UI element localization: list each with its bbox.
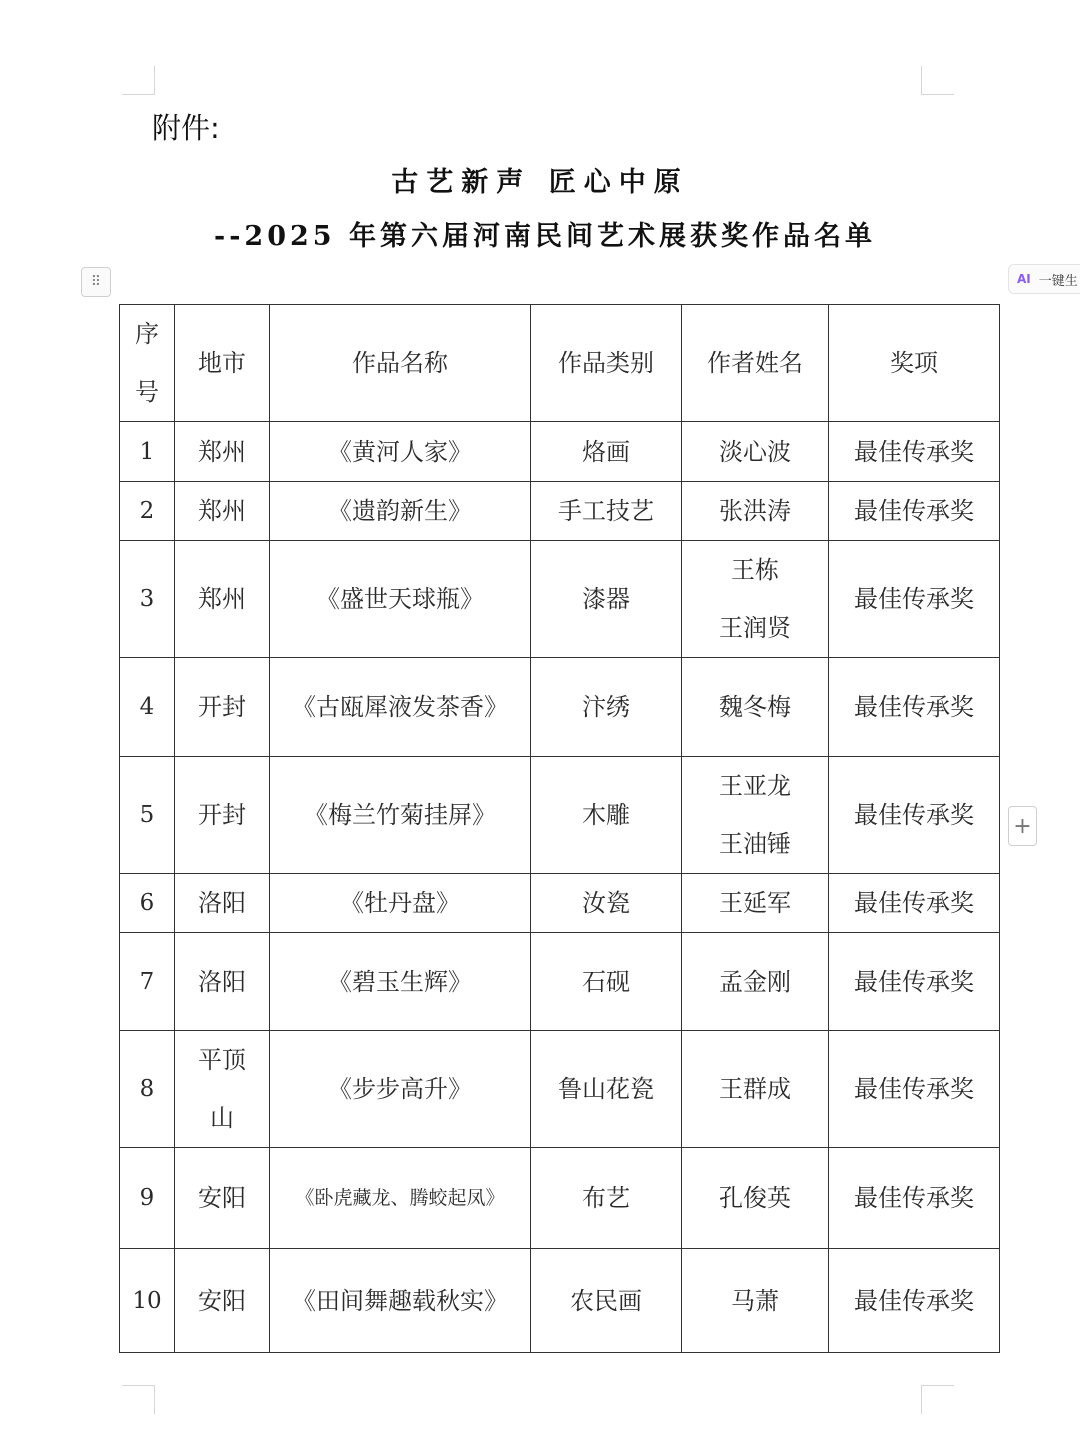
cell-work: 《牡丹盘》 (270, 874, 531, 933)
cell-author-line: 马萧 (731, 1286, 779, 1315)
cell-city (175, 874, 270, 933)
cell-author (682, 541, 829, 658)
cell-award: 最佳传承奖 (829, 658, 1000, 757)
cell-index: 9 (120, 1148, 175, 1249)
table-row (120, 541, 1000, 658)
table-header-row (120, 305, 1000, 422)
cell-author-line: 王油锤 (719, 830, 791, 858)
cell-work: 《盛世天球瓶》 (270, 541, 531, 658)
cell-author (682, 1148, 829, 1249)
cell-author-line: 王延军 (719, 889, 791, 917)
cell-city-line: 安阳 (198, 1184, 246, 1212)
cell-author-line: 魏冬梅 (719, 693, 791, 721)
header-category: 作品类别 (531, 305, 682, 422)
cell-city-line: 开封 (198, 693, 246, 721)
document-subtitle: --2025 年第六届河南民间艺术展获奖作品名单 (214, 221, 876, 252)
cell-city-line: 郑州 (198, 585, 246, 613)
cell-author-line: 张洪涛 (719, 497, 791, 525)
cell-index: 7 (120, 933, 175, 1031)
cell-category: 手工技艺 (531, 482, 682, 541)
cell-award: 最佳传承奖 (829, 874, 1000, 933)
cell-work: 《古瓯犀液发茶香》 (270, 658, 531, 757)
cell-award: 最佳传承奖 (829, 757, 1000, 874)
cell-award: 最佳传承奖 (829, 933, 1000, 1031)
cell-award: 最佳传承奖 (829, 422, 1000, 482)
page-corner-mark (921, 1385, 954, 1414)
cell-city-line: 平顶 (198, 1046, 246, 1074)
ai-assist-button[interactable] (1008, 264, 1080, 294)
table-row (120, 757, 1000, 874)
cell-work: 《步步高升》 (270, 1031, 531, 1148)
page-corner-mark (921, 66, 954, 95)
add-row-plus-icon[interactable]: + (1008, 806, 1037, 846)
cell-index: 2 (120, 482, 175, 541)
cell-city (175, 1148, 270, 1249)
cell-index: 1 (120, 422, 175, 482)
cell-city-line: 开封 (198, 801, 246, 829)
cell-author-line: 孔俊英 (719, 1184, 791, 1212)
cell-work: 《遗韵新生》 (270, 482, 531, 541)
attachment-label: 附件: (152, 111, 220, 145)
table-row (120, 933, 1000, 1031)
cell-city (175, 933, 270, 1031)
header-index-line: 号 (135, 378, 159, 406)
cell-category: 农民画 (531, 1249, 682, 1353)
cell-index: 4 (120, 658, 175, 757)
cell-category: 木雕 (531, 757, 682, 874)
header-award: 奖项 (829, 305, 1000, 422)
cell-work: 《卧虎藏龙、腾蛟起凤》 (270, 1148, 531, 1249)
cell-work: 《碧玉生辉》 (270, 933, 531, 1031)
header-work: 作品名称 (270, 305, 531, 422)
cell-author-line: 王润贤 (719, 614, 791, 642)
cell-award: 最佳传承奖 (829, 1148, 1000, 1249)
cell-city (175, 541, 270, 658)
cell-category: 布艺 (531, 1148, 682, 1249)
cell-city (175, 658, 270, 757)
cell-award: 最佳传承奖 (829, 482, 1000, 541)
ai-icon: AI (1017, 272, 1031, 286)
cell-award: 最佳传承奖 (829, 1249, 1000, 1353)
cell-city (175, 1031, 270, 1148)
cell-author (682, 658, 829, 757)
table-row (120, 482, 1000, 541)
cell-author (682, 482, 829, 541)
cell-award: 最佳传承奖 (829, 1031, 1000, 1148)
cell-category: 汝瓷 (531, 874, 682, 933)
cell-author (682, 874, 829, 933)
cell-city-line: 郑州 (198, 437, 246, 466)
cell-author-line: 淡心波 (719, 437, 791, 466)
cell-work: 《黄河人家》 (270, 422, 531, 482)
cell-index: 5 (120, 757, 175, 874)
page-corner-mark (122, 1385, 155, 1414)
cell-index: 10 (120, 1249, 175, 1353)
cell-author (682, 933, 829, 1031)
cell-author (682, 757, 829, 874)
cell-author-line: 王栋 (731, 556, 779, 584)
table-row (120, 874, 1000, 933)
cell-category: 石砚 (531, 933, 682, 1031)
cell-city-line: 安阳 (198, 1286, 246, 1315)
cell-work: 《田间舞趣载秋实》 (270, 1249, 531, 1353)
cell-city (175, 1249, 270, 1353)
cell-author (682, 1031, 829, 1148)
cell-city-line: 洛阳 (198, 967, 246, 996)
header-index-line: 序 (135, 320, 159, 348)
cell-index: 8 (120, 1031, 175, 1148)
cell-author (682, 422, 829, 482)
cell-category: 汴绣 (531, 658, 682, 757)
header-index (120, 305, 175, 422)
cell-city (175, 482, 270, 541)
cell-category: 鲁山花瓷 (531, 1031, 682, 1148)
cell-author-line: 孟金刚 (719, 967, 791, 996)
table-row (120, 422, 1000, 482)
cell-index: 6 (120, 874, 175, 933)
cell-city-line: 郑州 (198, 497, 246, 525)
cell-work: 《梅兰竹菊挂屏》 (270, 757, 531, 874)
header-author: 作者姓名 (682, 305, 829, 422)
cell-author-line: 王亚龙 (719, 772, 791, 800)
ai-assist-label: 一键生 (1038, 273, 1078, 289)
cell-city (175, 757, 270, 874)
cell-city-line: 洛阳 (198, 889, 246, 917)
document-title: 古艺新声 匠心中原 (391, 167, 689, 198)
cell-category: 烙画 (531, 422, 682, 482)
table-row (120, 1249, 1000, 1353)
award-table (119, 304, 1000, 1353)
cell-award: 最佳传承奖 (829, 541, 1000, 658)
cell-index: 3 (120, 541, 175, 658)
cell-category: 漆器 (531, 541, 682, 658)
header-city: 地市 (175, 305, 270, 422)
page-corner-mark (122, 66, 155, 95)
cell-city (175, 422, 270, 482)
cell-city-line: 山 (210, 1104, 234, 1132)
table-row (120, 1031, 1000, 1148)
table-row (120, 1148, 1000, 1249)
cell-author (682, 1249, 829, 1353)
table-row (120, 658, 1000, 757)
cell-author-line: 王群成 (719, 1075, 791, 1103)
table-drag-handle-icon[interactable]: ⠿ (81, 267, 111, 297)
